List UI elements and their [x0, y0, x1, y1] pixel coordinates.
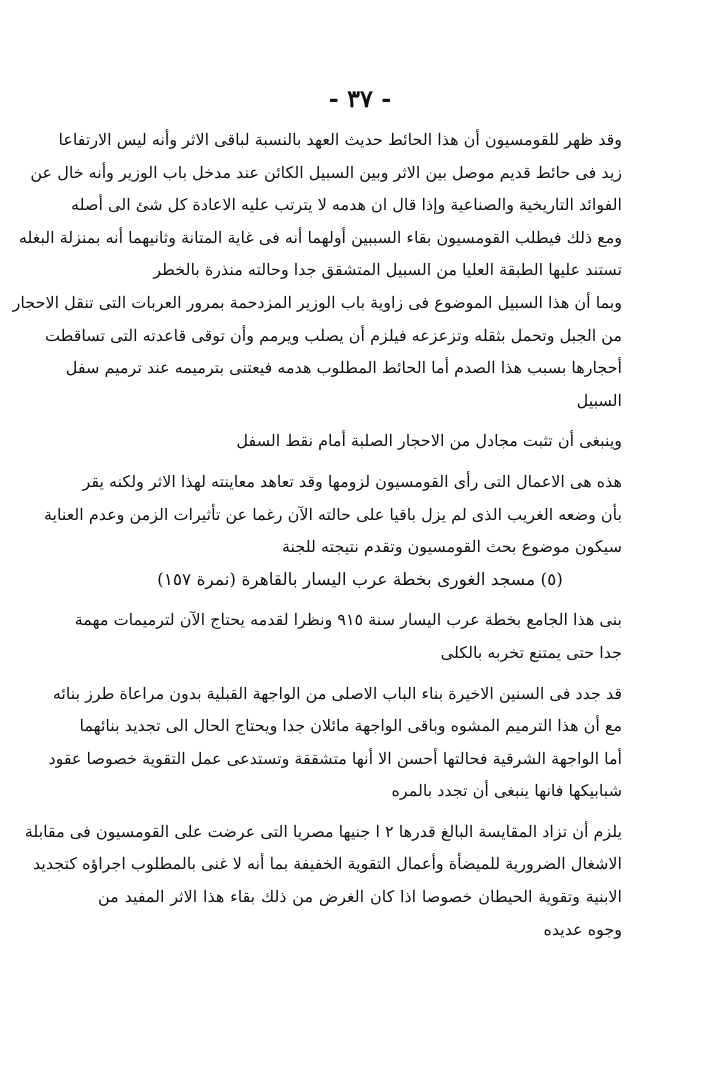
text-line: قد جدد فى السنين الاخيرة بناء الباب الاصلى من الواجهة القبلية بدون مراعاة طرز بنائه	[52, 683, 622, 703]
text-line: بأن وضعه الغريب الذى لم يزل باقيا على حالته الآن رغما عن تأثيرات الزمن وعدم العناية	[43, 504, 622, 524]
text-line: السبيل	[576, 390, 622, 410]
text-line: هذه هى الاعمال التى رأى القومسيون لزومها وقد تعاهد معاينته لهذا الاثر ولكنه يقر	[82, 471, 622, 491]
text-line: الابنية وتقوية الحيطان خصوصا اذا كان الغرض من ذلك بقاء هذا الاثر المفيد من	[98, 887, 622, 907]
text-line: ومع ذلك فيطلب القومسيون بقاء السببين أولهما أنه فى غاية المتانة وثانيهما أنه بمنزلة البغله	[18, 227, 622, 247]
text-line: وينبغى أن تثبت مجادل من الاحجار الصلبة أمام نقط السفل	[236, 431, 622, 451]
text-line: بنى هذا الجامع بخطة عرب اليسار سنة ٩١٥ ونظرا لقدمه يحتاج الآن لترميمات مهمة	[74, 610, 622, 630]
text-line: تستند عليها الطبقة العليا من السبيل المتشقق جدا وحالته منذرة بالخطر	[153, 260, 622, 280]
page-number: - ٣٧ -	[328, 84, 392, 113]
text-line: شبابيكها فانها ينبغى أن تجدد بالمره	[391, 781, 622, 801]
text-line: يلزم أن تزاد المقايسة البالغ قدرها ٢ ا جنيها مصريا التى عرضت على القومسيون فى مقابلة	[24, 821, 622, 841]
paragraph-gap	[98, 670, 622, 678]
text-body	[12, 124, 622, 946]
paragraph-gap	[98, 458, 622, 466]
text-line: جدا حتى يمتنع تخربه بالكلى	[440, 642, 622, 662]
text-line: وجوه عديده	[543, 919, 622, 939]
text-line: أما الواجهة الشرقية فحالتها أحسن الا أنها متشققة وتستدعى عمل التقوية خصوصا عقود	[48, 748, 622, 768]
text-line: من الجبل وتحمل بثقله وتزعزعه فيلزم أن يصلب ويرمم وأن توقى قاعدته التى تساقطت	[44, 325, 622, 345]
text-line: وبما أن هذا السبيل الموضوع فى زاوية باب الوزير المزدحمة بمرور العربات التى تنقل الاحجار	[12, 292, 622, 312]
paragraph-gap	[98, 596, 622, 604]
paragraph-gap	[98, 417, 622, 425]
text-line: مع أن هذا الترميم المشوه وباقى الواجهة مائلان جدا ويحتاج الحال الى تجديد بنائهما	[79, 716, 622, 736]
text-line: سيكون موضوع بحث القومسيون وتقدم نتيجته للجنة	[281, 537, 622, 557]
section-heading: (٥) مسجد الغورى بخطة عرب اليسار بالقاهرة (نمرة ١٥٧)	[157, 569, 563, 590]
paragraph-gap	[98, 808, 622, 816]
text-line: الفوائد التاريخية والصناعية وإذا قال ان هدمه لا يترتب عليه الاعادة كل شئ الى أصله	[71, 195, 622, 215]
text-line: أحجارها بسبب هذا الصدم أما الحائط المطلوب هدمه فيعتنى بترميمه عند ترميم سفل	[65, 358, 622, 378]
text-line: وقد ظهر للقومسيون أن هذا الحائط حديث العهد بالنسبة لباقى الاثر وأنه ليس الارتفاعا	[58, 130, 622, 149]
text-line: زيد فى حائط قديم موصل بين الاثر وبين السبيل الكائن عند مدخل باب الوزير وأنه خال عن	[30, 162, 622, 182]
text-line: الاشغال الضرورية للميضأة وأعمال التقوية الخفيفة بما أنه لا غنى بالمطلوب اجراؤه كتجديد	[32, 854, 622, 874]
